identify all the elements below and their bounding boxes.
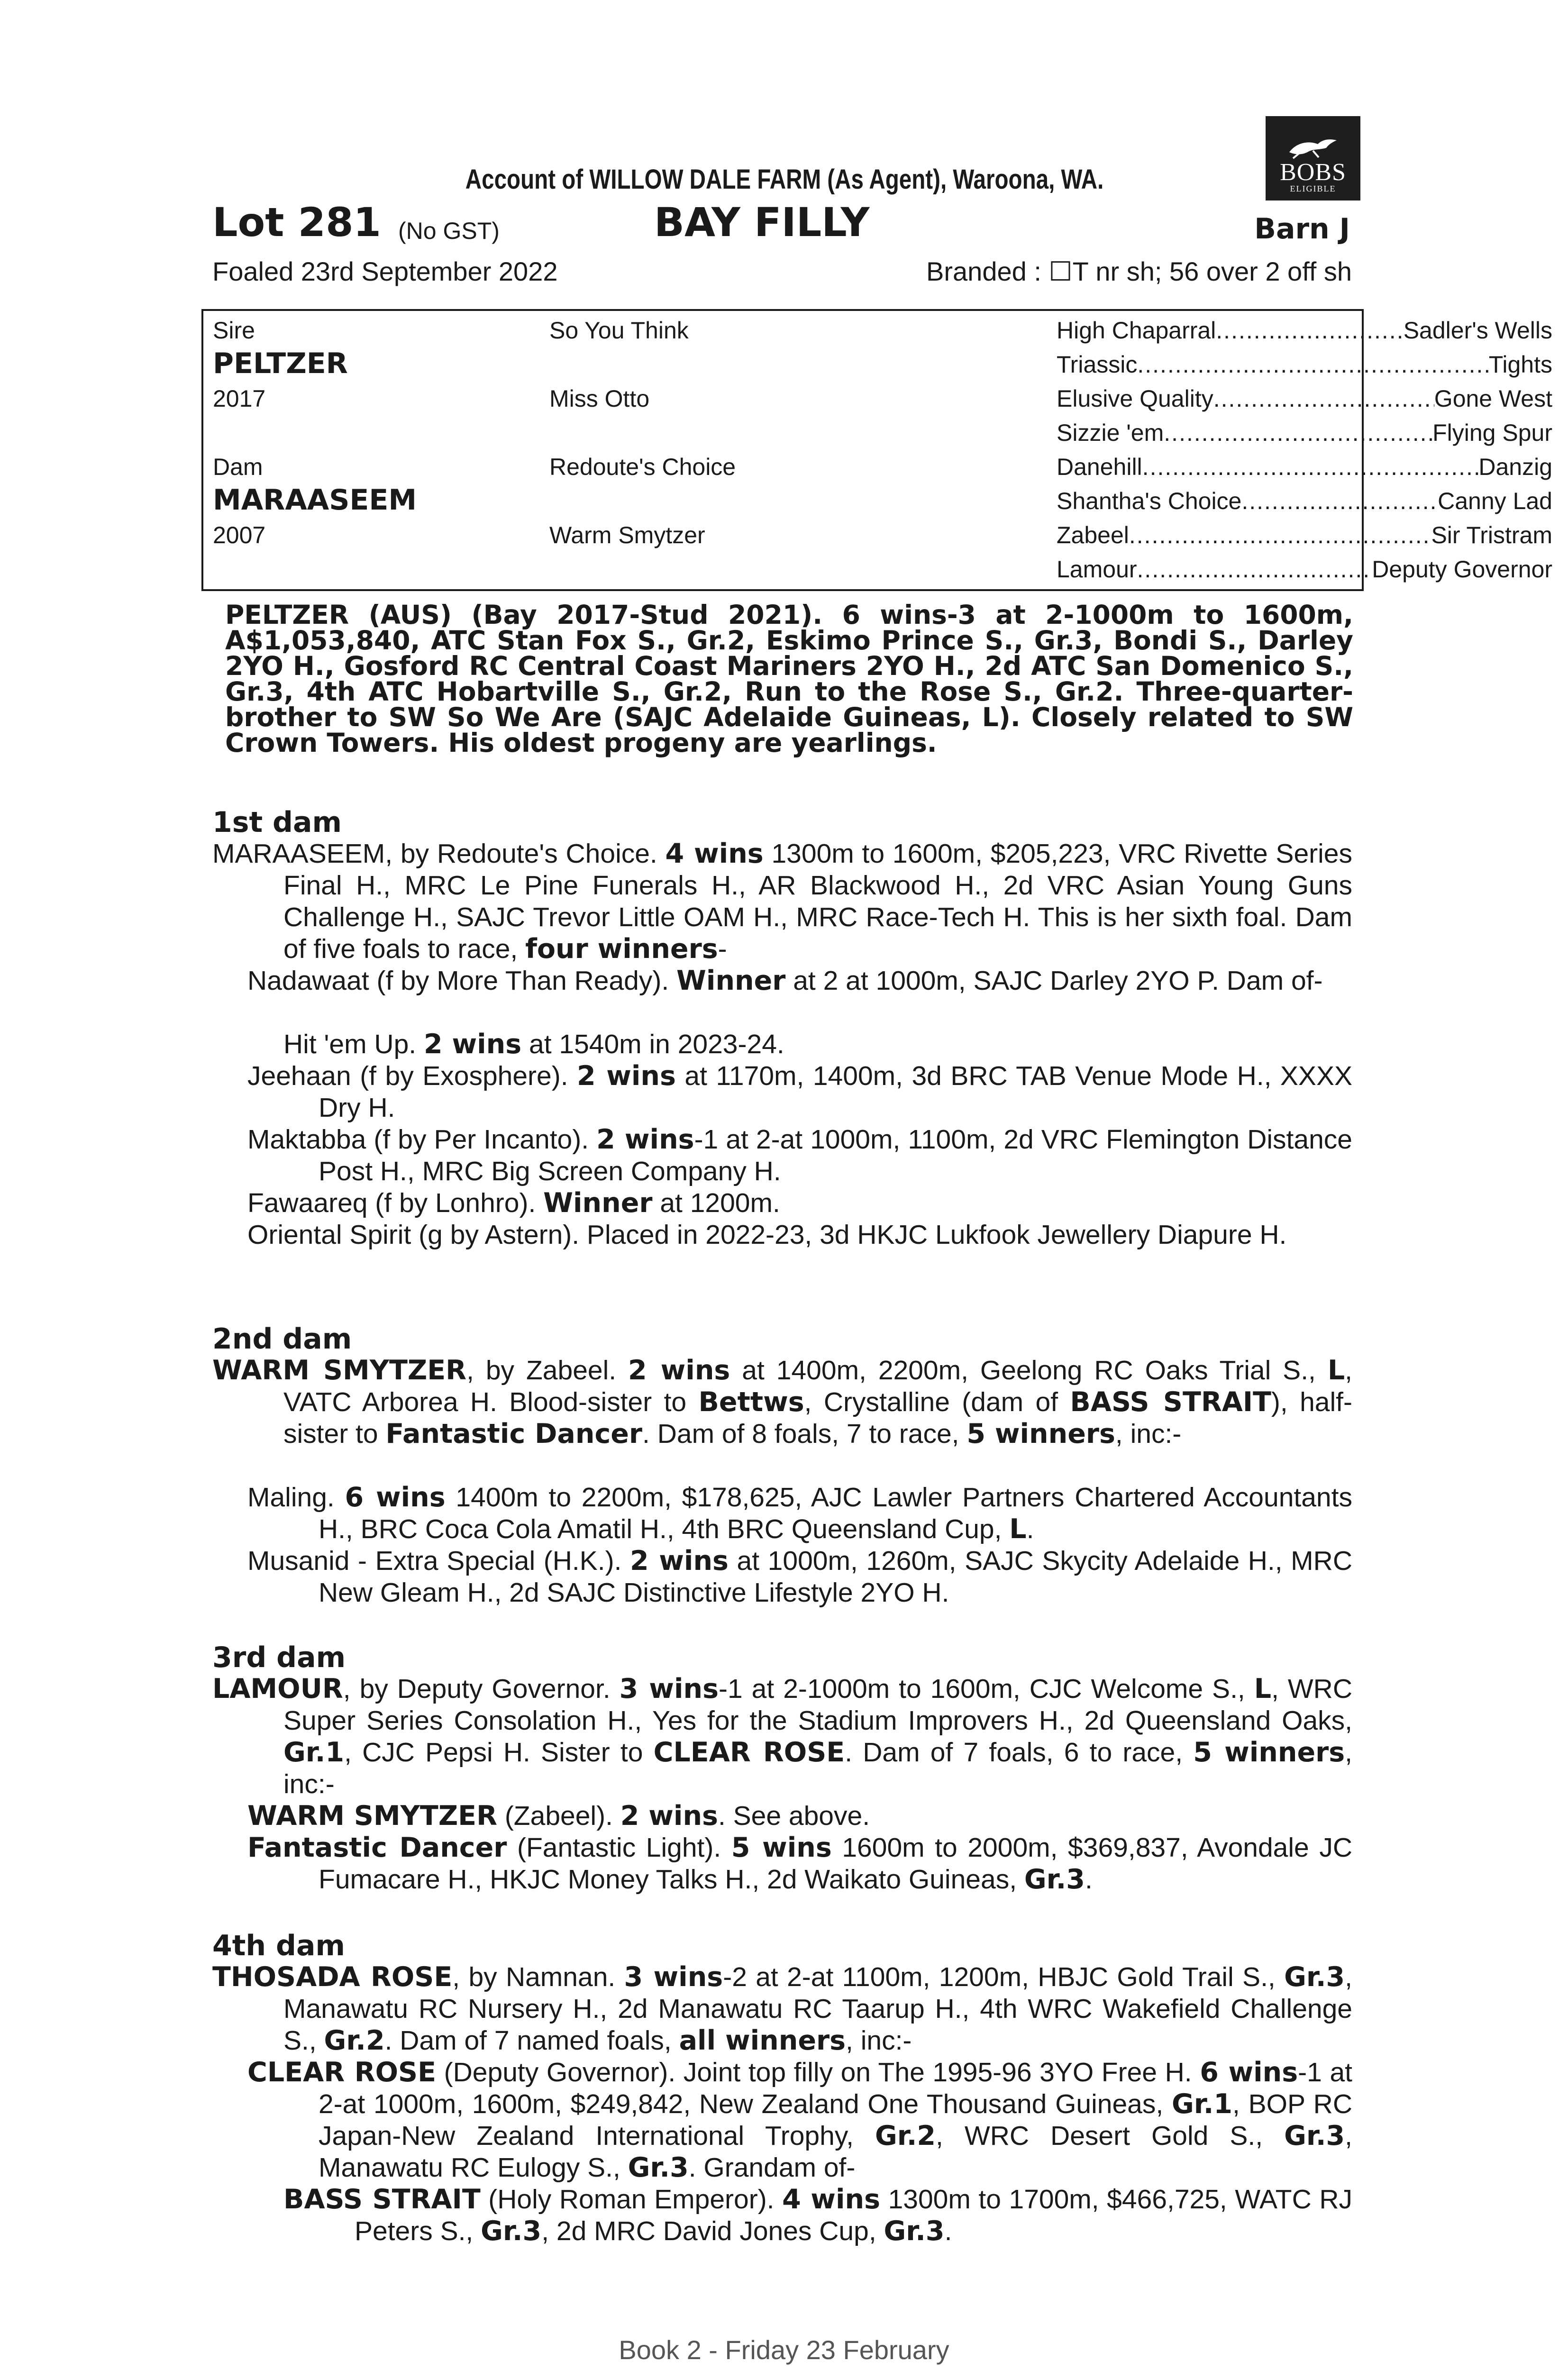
dam-dam: Warm Smytzer (549, 522, 705, 548)
dam-name: MARAASEEM (213, 483, 417, 517)
pedigree-table (201, 309, 1552, 591)
barn-label: Barn J (1254, 212, 1350, 246)
fourth-dam-heading: 4th dam (212, 1929, 345, 1962)
vendor-account: Account of WILLOW DALE FARM (As Agent), Waroona, WA. (465, 164, 1104, 195)
progeny-entry: Fantastic Dancer (Fantastic Light). 5 wins 1600m to 2000m, $369,837, Avondale JC Fumacare H., HKJC Money Talks H., 2d Waikato Guineas, Gr.3. (247, 1832, 1352, 1895)
horse-icon (1285, 136, 1341, 159)
logo-text: BOBS (1280, 159, 1346, 186)
ggp-row: Sizzie 'em ..... Flying Spur (1057, 419, 1552, 447)
ggp-row: Triassic ..... Tights (1057, 351, 1552, 378)
ggp-row: High Chaparral ..... Sadler's Wells (1057, 317, 1552, 344)
gst-note: (No GST) (398, 218, 500, 244)
sire-year: 2017 (213, 385, 266, 412)
progeny-entry: Fawaareq (f by Lonhro). Winner at 1200m. (247, 1187, 780, 1219)
ggp-row: Danehill ..... Danzig (1057, 453, 1552, 481)
sire-summary: PELTZER (AUS) (Bay 2017-Stud 2021). 6 wins-3 at 2-1000m to 1600m, A$1,053,840, ATC Stan Fox S., Gr.2, Eskimo Prince S., Gr.3, Bondi S., Darley 2YO H., Gosford RC Central Coast Mariners 2YO H., 2d ATC San Domenico S., Gr.3, 4th ATC Hobartville S., Gr.2, Run to the Rose S., Gr.2. Three-quarter-brother to SW So We Are (SAJC Adelaide Guineas, L). Closely related to SW Crown Towers. His oldest progeny are yearlings. (225, 600, 1353, 758)
progeny-entry: Maktabba (f by Per Incanto). 2 wins-1 at 2-at 1000m, 1100m, 2d VRC Flemington Distance Post H., MRC Big Screen Company H. (247, 1124, 1352, 1186)
second-dam-heading: 2nd dam (212, 1322, 352, 1356)
second-dam-text: WARM SMYTZER, by Zabeel. 2 wins at 1400m, 2200m, Geelong RC Oaks Trial S., L, VATC Arborea H. Blood-sister to Bettws, Crystalline (dam of BASS STRAIT), half-sister to Fantastic Dancer. Dam of 8 foals, 7 to race, 5 winners, inc:- (212, 1355, 1352, 1449)
first-dam-heading: 1st dam (212, 806, 342, 839)
fourth-dam-text: THOSADA ROSE, by Namnan. 3 wins-2 at 2-at 1100m, 1200m, HBJC Gold Trail S., Gr.3, Manawatu RC Nursery H., 2d Manawatu RC Taarup H., 4th WRC Wakefield Challenge S., Gr.2. Dam of 7 named foals, all winners, inc:- (212, 1961, 1352, 2056)
progeny-entry: BASS STRAIT (Holy Roman Emperor). 4 wins 1300m to 1700m, $466,725, WATC RJ Peters S., Gr.3, 2d MRC David Jones Cup, Gr.3. (283, 2184, 1352, 2247)
third-dam-heading: 3rd dam (212, 1641, 346, 1674)
ggp-row: Shantha's Choice ..... Canny Lad (1057, 487, 1552, 515)
sire-label: Sire (213, 317, 255, 344)
progeny-entry: Maling. 6 wins 1400m to 2200m, $178,625, AJC Lawler Partners Chartered Accountants H., BRC Coca Cola Amatil H., 4th BRC Queensland Cup, L. (247, 1482, 1352, 1545)
sire-dam: Miss Otto (549, 385, 650, 412)
progeny-entry: WARM SMYTZER (Zabeel). 2 wins. See above. (247, 1800, 870, 1832)
sire-sire: So You Think (549, 317, 689, 344)
progeny-entry: Nadawaat (f by More Than Ready). Winner at 2 at 1000m, SAJC Darley 2YO P. Dam of- (247, 965, 1323, 996)
progeny-entry: Hit 'em Up. 2 wins at 1540m in 2023-24. (283, 1029, 784, 1060)
ggp-row: Zabeel ..... Sir Tristram (1057, 521, 1552, 549)
foaled-date: Foaled 23rd September 2022 (212, 256, 558, 286)
dam-year: 2007 (213, 522, 266, 548)
progeny-entry: Musanid - Extra Special (H.K.). 2 wins at 1000m, 1260m, SAJC Skycity Adelaide H., MRC New Gleam H., 2d SAJC Distinctive Lifestyle 2YO H. (247, 1545, 1352, 1608)
logo-subtext: ELIGIBLE (1290, 184, 1336, 193)
horse-sex-color: BAY FILLY (654, 199, 870, 246)
ggp-row: Elusive Quality ..... Gone West (1057, 385, 1552, 412)
ggp-row: Lamour ..... Deputy Governor (1057, 556, 1552, 583)
page-footer: Book 2 - Friday 23 February (619, 2335, 949, 2365)
progeny-entry: CLEAR ROSE (Deputy Governor). Joint top filly on The 1995-96 3YO Free H. 6 wins-1 at 2-at 1000m, 1600m, $249,842, New Zealand One Thousand Guineas, Gr.1, BOP RC Japan-New Zealand International Trophy, Gr.2, WRC Desert Gold S., Gr.3, Manawatu RC Eulogy S., Gr.3. Grandam of- (247, 2057, 1353, 2183)
dam-sire: Redoute's Choice (549, 454, 736, 480)
brand-description: Branded : ☐T nr sh; 56 over 2 off sh (926, 256, 1352, 286)
progeny-entry: Jeehaan (f by Exosphere). 2 wins at 1170m, 1400m, 3d BRC TAB Venue Mode H., XXXX Dry H. (247, 1060, 1352, 1123)
sire-name: PELTZER (213, 347, 348, 380)
progeny-entry: Oriental Spirit (g by Astern). Placed in 2022-23, 3d HKJC Lukfook Jewellery Diapure H. (247, 1220, 1287, 1250)
dam-label: Dam (213, 454, 263, 480)
third-dam-text: LAMOUR, by Deputy Governor. 3 wins-1 at 2-1000m to 1600m, CJC Welcome S., L, WRC Super Series Consolation H., Yes for the Stadium Improvers H., 2d Queensland Oaks, Gr.1, CJC Pepsi H. Sister to CLEAR ROSE. Dam of 7 foals, 6 to race, 5 winners, inc:- (212, 1673, 1353, 1799)
lot-number: Lot 281 (212, 199, 381, 246)
first-dam-text: MARAASEEM, by Redoute's Choice. 4 wins 1300m to 1600m, $205,223, VRC Rivette Series Final H., MRC Le Pine Funerals H., AR Blackwood H., 2d VRC Asian Young Guns Challenge H., SAJC Trevor Little OAM H., MRC Race-Tech H. This is her sixth foal. Dam of five foals to race, four winners- (212, 838, 1352, 965)
